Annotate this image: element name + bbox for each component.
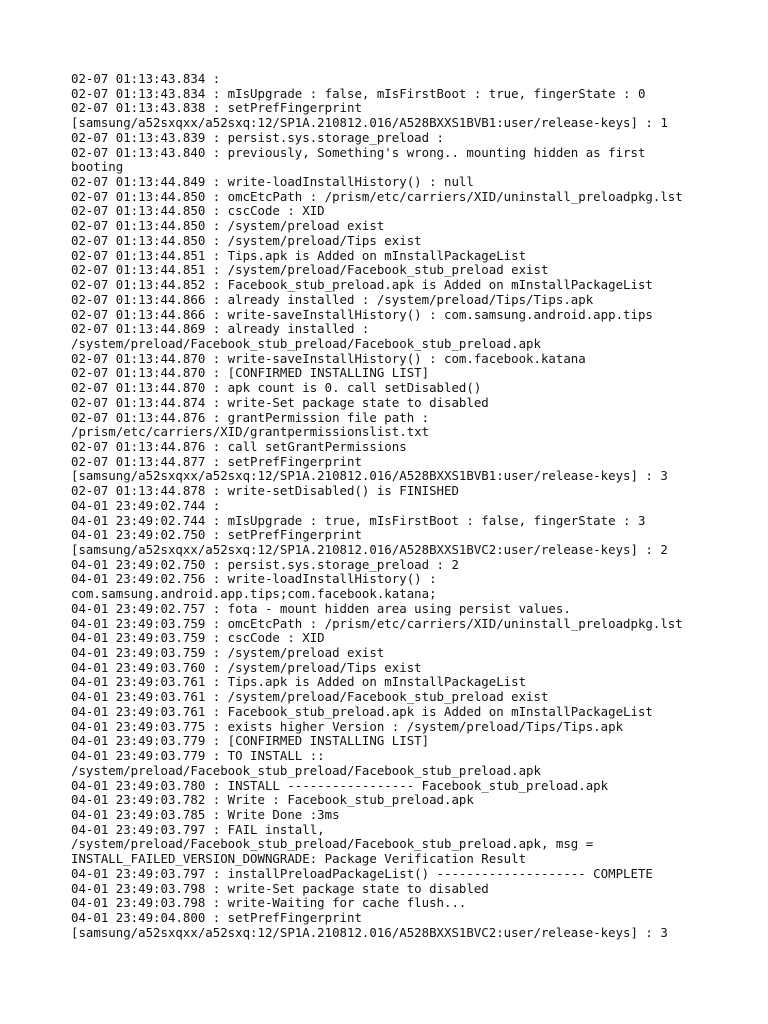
log-line: com.samsung.android.app.tips;com.facebook.katana; — [71, 586, 437, 602]
log-line: [samsung/a52sxqxx/a52sxq:12/SP1A.210812.016/A528BXXS1BVC2:user/release-keys] : 2 — [71, 542, 668, 557]
log-line: 02-07 01:13:44.870 : write-saveInstallHistory() : com.facebook.katana — [71, 350, 586, 366]
log-line: 04-01 23:49:03.775 : exists higher Version : /system/preload/Tips/Tips.apk — [71, 718, 624, 734]
log-line: 04-01 23:49:03.797 : installPreloadPackageList() -------------------- COMPLETE — [71, 865, 653, 881]
log-line: 04-01 23:49:02.744 : — [71, 497, 221, 513]
log-line: 04-01 23:49:02.757 : fota - mount hidden area using persist values. — [71, 600, 571, 616]
log-line: 02-07 01:13:43.838 : setPrefFingerprint — [71, 100, 362, 116]
log-line: 02-07 01:13:44.874 : write-Set package state to disabled — [71, 394, 489, 410]
log-line: 02-07 01:13:43.839 : persist.sys.storage_preload : — [71, 129, 444, 145]
log-line: 02-07 01:13:44.870 : apk count is 0. call setDisabled() — [71, 380, 482, 396]
log-line: 04-01 23:49:02.750 : setPrefFingerprint — [71, 527, 362, 543]
log-line: 02-07 01:13:44.851 : Tips.apk is Added on mInstallPackageList — [71, 247, 527, 263]
log-line: 04-01 23:49:03.780 : INSTALL ----------------- Facebook_stub_preload.apk — [71, 777, 609, 793]
log-line: /system/preload/Facebook_stub_preload/Facebook_stub_preload.apk — [71, 762, 541, 778]
log-line: 04-01 23:49:03.759 : omcEtcPath : /prism/etc/carriers/XID/uninstall_preloadpkg.lst — [71, 615, 683, 631]
log-line: 04-01 23:49:02.756 : write-loadInstallHistory() : — [71, 571, 437, 587]
log-line: 02-07 01:13:44.850 : /system/preload/Tips exist — [71, 232, 422, 248]
log-line: 04-01 23:49:03.761 : Tips.apk is Added on mInstallPackageList — [71, 674, 527, 690]
log-line: 04-01 23:49:03.761 : Facebook_stub_preload.apk is Added on mInstallPackageList — [71, 703, 653, 719]
log-line: INSTALL_FAILED_VERSION_DOWNGRADE: Package Verification Result — [71, 851, 527, 867]
log-text-block — [71, 72, 751, 940]
log-line: 04-01 23:49:03.797 : FAIL install, — [71, 821, 325, 837]
log-line: [samsung/a52sxqxx/a52sxq:12/SP1A.210812.016/A528BXXS1BVC2:user/release-keys] : 3 — [71, 924, 668, 940]
log-line: 04-01 23:49:03.760 : /system/preload/Tips exist — [71, 659, 422, 675]
log-line: [samsung/a52sxqxx/a52sxq:12/SP1A.210812.016/A528BXXS1BVB1:user/release-keys] : 3 — [71, 468, 668, 484]
log-line: 02-07 01:13:44.851 : /system/preload/Facebook_stub_preload exist — [71, 262, 549, 278]
log-line: booting — [71, 159, 124, 175]
log-line: 02-07 01:13:44.876 : call setGrantPermissions — [71, 438, 407, 454]
log-line: 04-01 23:49:03.785 : Write Done :3ms — [71, 806, 340, 822]
log-line: 04-01 23:49:03.798 : write-Set package state to disabled — [71, 880, 489, 896]
log-line: 02-07 01:13:44.870 : [CONFIRMED INSTALLING LIST] — [71, 365, 430, 381]
log-line: 04-01 23:49:03.779 : [CONFIRMED INSTALLING LIST] — [71, 733, 430, 749]
log-line: 04-01 23:49:03.798 : write-Waiting for cache flush... — [71, 895, 467, 911]
log-line: 02-07 01:13:44.850 : omcEtcPath : /prism/etc/carriers/XID/uninstall_preloadpkg.lst — [71, 188, 683, 204]
log-line: 02-07 01:13:44.852 : Facebook_stub_preload.apk is Added on mInstallPackageList — [71, 277, 653, 293]
log-line: 02-07 01:13:44.877 : setPrefFingerprint — [71, 453, 362, 469]
log-document — [71, 72, 751, 940]
log-line: 02-07 01:13:44.850 : cscCode : XID — [71, 203, 325, 219]
log-line: [samsung/a52sxqxx/a52sxq:12/SP1A.210812.016/A528BXXS1BVB1:user/release-keys] : 1 — [71, 115, 668, 131]
log-line: 04-01 23:49:02.750 : persist.sys.storage_preload : 2 — [71, 556, 459, 572]
log-line: /prism/etc/carriers/XID/grantpermissionslist.txt — [71, 424, 430, 440]
log-line: 04-01 23:49:03.761 : /system/preload/Facebook_stub_preload exist — [71, 689, 549, 705]
log-line: 02-07 01:13:44.866 : already installed : /system/preload/Tips/Tips.apk — [71, 291, 594, 307]
log-line: /system/preload/Facebook_stub_preload/Facebook_stub_preload.apk, msg = — [71, 836, 594, 852]
log-line: 02-07 01:13:44.869 : already installed : — [71, 321, 370, 337]
log-line: 04-01 23:49:02.744 : mIsUpgrade : true, mIsFirstBoot : false, fingerState : 3 — [71, 512, 646, 528]
log-line: 04-01 23:49:03.759 : /system/preload exist — [71, 645, 385, 661]
log-line: 02-07 01:13:43.840 : previously, Something's wrong.. mounting hidden as first — [71, 144, 646, 160]
log-line: 02-07 01:13:44.876 : grantPermission file path : — [71, 409, 430, 425]
log-line: 04-01 23:49:03.779 : TO INSTALL :: — [71, 748, 325, 764]
log-line: 02-07 01:13:44.849 : write-loadInstallHistory() : null — [71, 174, 474, 190]
log-line: /system/preload/Facebook_stub_preload/Facebook_stub_preload.apk — [71, 335, 541, 351]
log-line: 02-07 01:13:43.834 : mIsUpgrade : false, mIsFirstBoot : true, fingerState : 0 — [71, 85, 646, 101]
log-line: 04-01 23:49:04.800 : setPrefFingerprint — [71, 909, 362, 925]
log-line: 04-01 23:49:03.782 : Write : Facebook_stub_preload.apk — [71, 792, 474, 808]
log-line: 02-07 01:13:44.866 : write-saveInstallHistory() : com.samsung.android.app.tips — [71, 306, 653, 322]
log-line: 02-07 01:13:44.878 : write-setDisabled() is FINISHED — [71, 483, 459, 499]
log-line: 02-07 01:13:44.850 : /system/preload exist — [71, 218, 385, 234]
log-line: 04-01 23:49:03.759 : cscCode : XID — [71, 630, 325, 646]
log-line: 02-07 01:13:43.834 : — [71, 71, 221, 86]
